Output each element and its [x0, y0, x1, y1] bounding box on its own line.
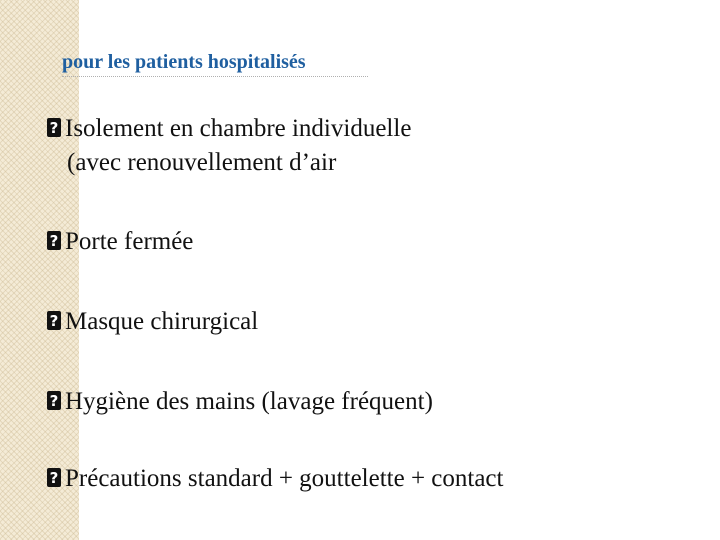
subtitle-underline — [62, 76, 368, 77]
bullet-text: Masque chirurgical — [65, 308, 259, 335]
missing-glyph-icon — [46, 117, 64, 139]
bullet-item-hygiene — [46, 387, 433, 416]
bullet-text: Porte fermée — [65, 228, 194, 255]
bullet-item-precautions — [46, 464, 503, 493]
missing-glyph-icon — [46, 310, 64, 332]
slide-subtitle: pour les patients hospitalisés — [62, 51, 306, 73]
missing-glyph-icon — [46, 230, 64, 252]
bullet-text: Isolement en chambre individuelle — [65, 115, 412, 142]
bullet-text: Hygiène des mains (lavage fréquent) — [65, 388, 433, 415]
bullet-item-porte — [46, 227, 193, 256]
decorative-side-band — [0, 0, 79, 540]
bullet-text: Précautions standard + gouttelette + contact — [65, 465, 504, 492]
missing-glyph-icon — [46, 467, 64, 489]
bullet-continuation: (avec renouvellement d’air — [67, 149, 337, 176]
bullet-item-masque — [46, 307, 258, 336]
bullet-item-isolement — [46, 114, 411, 143]
missing-glyph-icon — [46, 390, 64, 412]
